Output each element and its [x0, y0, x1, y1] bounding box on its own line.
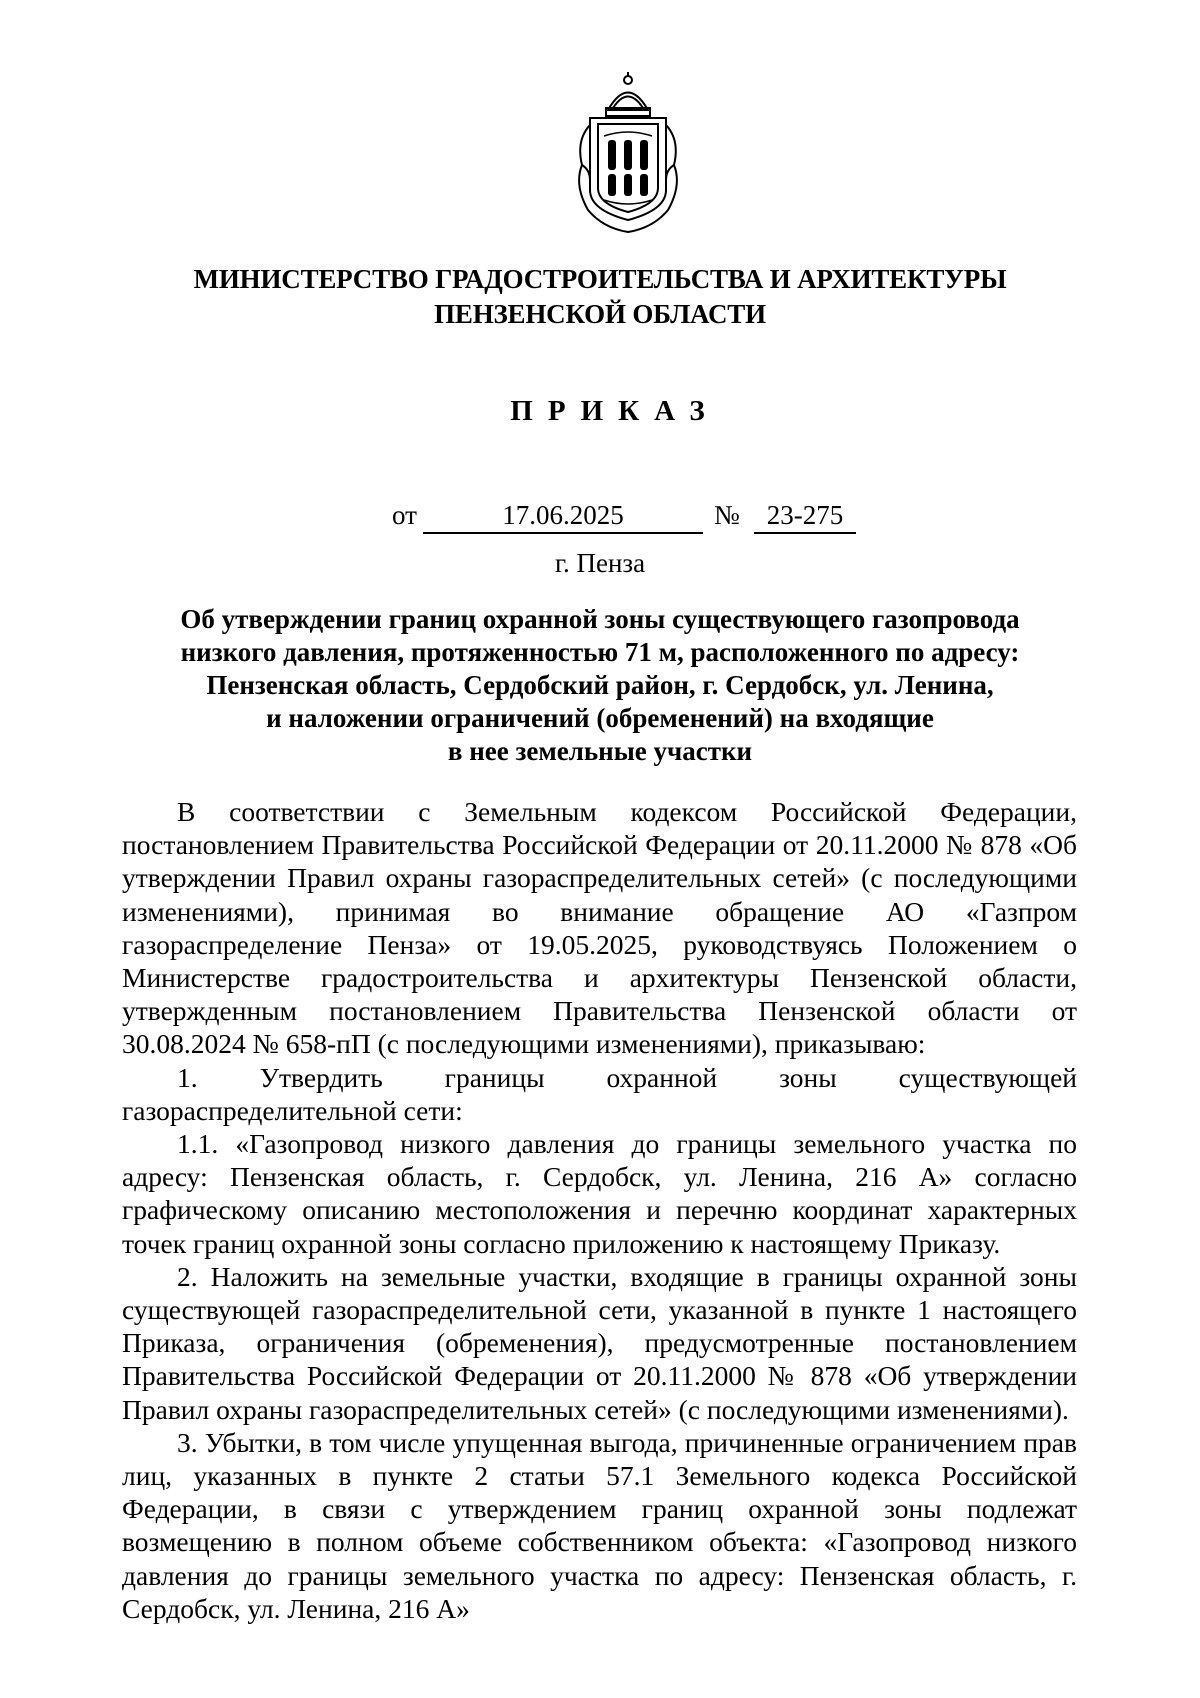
preamble-paragraph: В соответствии с Земельным кодексом Российской Федерации, постановлением Правительства Российской Федерации от 20.11.2000 № 878 «Об утверждении Правил охраны газораспределительных сетей» (с последующими изменениями), принимая во внимание обращение АО «Газпром газораспределение Пенза» от 19.05.2025, руководствуясь Положением о Министерстве градостроительства и архитектуры Пензенской области, утвержденным постановлением Правительства Пензенской области от 30.08.2024 № 658-пП (с последующими изменениями), приказываю: [122, 796, 1077, 1060]
issue-city: г. Пенза [554, 548, 646, 578]
item-3-paragraph: 3. Убытки, в том числе упущенная выгода, причиненные ограничением прав лиц, указанных в пункте 2 статьи 57.1 Земельного кодекса Российской Федерации, в связи с утверждением границ охранной зоны подлежат возмещению в полном объеме собственником объекта: «Газопровод низкого давления до границы земельного участка по адресу: Пензенская область, г. Сердобск, ул. Ленина, 216 А» [122, 1426, 1077, 1624]
from-label: от [392, 500, 417, 530]
order-subject [100, 603, 1100, 768]
subject-line-1: Об утверждении границ охранной зоны существующего газопровода [180, 604, 1020, 634]
item-2-paragraph: 2. Наложить на земельные участки, входящие в границы охранной зоны существующей газораспределительной сети, указанной в пункте 1 настоящего Приказа, ограничения (обременения), предусмотренные постановлением Правительства Российской Федерации от 20.11.2000 № 878 «Об утверждении Правил охраны газораспределительных сетей» (с последующими изменениями). [122, 1260, 1077, 1425]
ministry-name [100, 262, 1100, 332]
subject-line-4: и наложении ограничений (обременений) на входящие [266, 703, 934, 733]
item-1-paragraph: 1. Утвердить границы охранной зоны существующей газораспределительной сети: [122, 1061, 1077, 1126]
ministry-line-1: МИНИСТЕРСТВО ГРАДОСТРОИТЕЛЬСТВА И АРХИТЕКТУРЫ [193, 264, 1007, 294]
ministry-line-2: ПЕНЗЕНСКОЙ ОБЛАСТИ [434, 299, 766, 329]
item-1-1-paragraph: 1.1. «Газопровод низкого давления до границы земельного участка по адресу: Пензенская область, г. Сердобск, ул. Ленина, 216 А» согласно графическому описанию местоположения и перечню координат характерных точек границ охранной зоны согласно приложению к настоящему Приказу. [122, 1128, 1077, 1259]
order-number: 23-275 [754, 500, 856, 534]
order-body [122, 795, 1077, 1625]
coat-of-arms-emblem [568, 70, 688, 240]
subject-line-2: низкого давления, протяженностью 71 м, расположенного по адресу: [180, 637, 1020, 667]
subject-line-5: в нее земельные участки [447, 736, 753, 766]
number-label: № [714, 500, 740, 530]
document-type-title: ПРИКАЗ [510, 395, 720, 427]
order-date: 17.06.2025 [423, 500, 703, 534]
subject-line-3: Пензенская область, Сердобский район, г. Сердобск, ул. Ленина, [206, 670, 994, 700]
